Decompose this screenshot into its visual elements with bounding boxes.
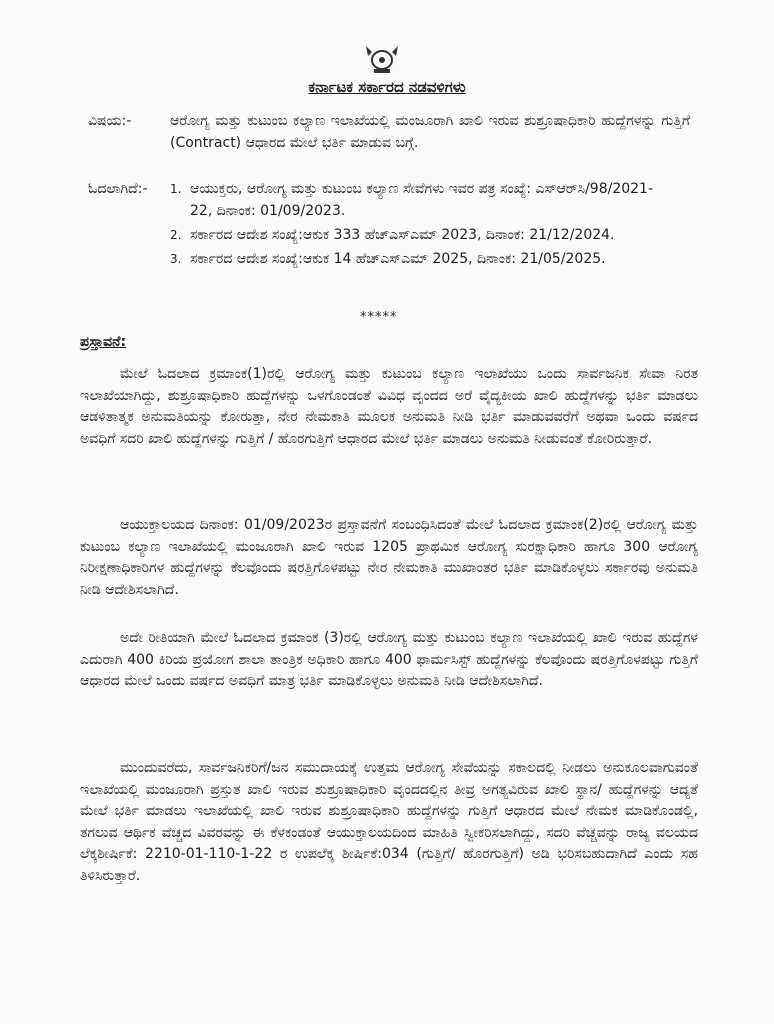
- reference-text: ಸರ್ಕಾರದ ಆದೇಶ ಸಂಖ್ಯೆ:ಆಕುಕ 333 ಹೆಚ್‌ಎಸ್‌ಎಮ್ 2023, ದಿನಾಂಕ: 21/12/2024.: [190, 227, 615, 243]
- reference-number: 2.: [170, 228, 182, 242]
- reference-item: [170, 224, 670, 246]
- reference-item: [170, 178, 670, 222]
- karnataka-emblem-icon: [358, 42, 406, 78]
- references-list: [170, 178, 670, 272]
- page-title: ಕರ್ನಾಟಕ ಸರ್ಕಾರದ ನಡವಳಿಗಳು: [308, 78, 466, 96]
- reference-text: ಆಯುಕ್ತರು, ಆರೋಗ್ಯ ಮತ್ತು ಕುಟುಂಬ ಕಲ್ಯಾಣ ಸೇವೆಗಳು ಇವರ ಪತ್ರ ಸಂಖ್ಯೆ: ಎಸ್‌ಆರ್‌ಸಿ/98/2021-22, ದಿನಾಂಕ: 01/09/2023.: [190, 181, 654, 219]
- preamble-paragraph: ಮೇಲೆ ಓದಲಾದ ಕ್ರಮಾಂಕ(1)ರಲ್ಲಿ ಆರೋಗ್ಯ ಮತ್ತು ಕುಟುಂಬ ಕಲ್ಯಾಣ ಇಲಾಖೆಯು ಒಂದು ಸಾರ್ವಜನಿಕ ಸೇವಾ ನಿರತ ಇಲಾಖೆಯಾಗಿದ್ದು, ಶುಶ್ರೂಷಾಧಿಕಾರಿ ಹುದ್ದೆಗಳನ್ನು ಒಳಗೊಂಡಂತೆ ವಿವಿಧ ವೃಂದದ ಅರೆ ವೈದ್ಯಕೀಯ ಖಾಲಿ ಹುದ್ದೆಗಳನ್ನು ಭರ್ತಿ ಮಾಡಲು ಆಡಳಿತಾತ್ಮಕ ಅನುಮತಿಯನ್ನು ಕೋರುತ್ತಾ, ನೇರ ನೇಮಕಾತಿ ಮೂಲಕ ಅನುಮತಿ ನೀಡಿ ಭರ್ತಿ ಮಾಡುವವರೆಗೆ ಅಥವಾ ಒಂದು ವರ್ಷದ ಅವಧಿಗೆ ಸದರಿ ಖಾಲಿ ಹುದ್ದೆಗಳನ್ನು ಗುತ್ತಿಗೆ / ಹೊರಗುತ್ತಿಗೆ ಆಧಾರದ ಮೇಲೆ ಭರ್ತಿ ಮಾಡಲು ಅನುಮತಿ ನೀಡುವಂತೆ ಕೋರಿರುತ್ತಾರೆ.: [80, 366, 698, 447]
- reference-item: [170, 248, 670, 270]
- reference-number: 3.: [170, 252, 182, 266]
- preamble-paragraph: ಆಯುಕ್ತಾಲಯದ ದಿನಾಂಕ: 01/09/2023ರ ಪ್ರಸ್ತಾವನೆಗೆ ಸಂಬಂಧಿಸಿದಂತೆ ಮೇಲೆ ಓದಲಾದ ಕ್ರಮಾಂಕ(2)ರಲ್ಲಿ ಆರೋಗ್ಯ ಮತ್ತು ಕುಟುಂಬ ಕಲ್ಯಾಣ ಇಲಾಖೆಯಲ್ಲಿ ಮಂಜೂರಾಗಿ ಖಾಲಿ ಇರುವ 1205 ಪ್ರಾಥಮಿಕ ಆರೋಗ್ಯ ಸುರಕ್ಷಾಧಿಕಾರಿ ಹಾಗೂ 300 ಆರೋಗ್ಯ ನಿರೀಕ್ಷಣಾಧಿಕಾರಿಗಳ ಹುದ್ದೆಗಳನ್ನು ಕೆಲವೊಂದು ಷರತ್ತಿಗೊಳಪಟ್ಟು ನೇರ ನೇಮಕಾತಿ ಮುಖಾಂತರ ಭರ್ತಿ ಮಾಡಿಕೊಳ್ಳಲು ಸರ್ಕಾರವು ಅನುಮತಿ ನೀಡಿ ಆದೇಶಿಸಲಾಗಿದೆ.: [80, 517, 698, 598]
- subject-text: ಆರೋಗ್ಯ ಮತ್ತು ಕುಟುಂಬ ಕಲ್ಯಾಣ ಇಲಾಖೆಯಲ್ಲಿ ಮಂಜೂರಾಗಿ ಖಾಲಿ ಇರುವ ಶುಶ್ರೂಷಾಧಿಕಾರಿ ಹುದ್ದೆಗಳನ್ನು ಗುತ್ತಿಗೆ (Contract) ಆಧಾರದ ಮೇಲೆ ಭರ್ತಿ ಮಾಡುವ ಬಗ್ಗೆ.: [170, 113, 690, 151]
- preamble-paragraph: ಮುಂದುವರೆದು, ಸಾರ್ವಜನಿಕರಿಗೆ/ಜನ ಸಮುದಾಯಕ್ಕೆ ಉತ್ತಮ ಆರೋಗ್ಯ ಸೇವೆಯನ್ನು ಸಕಾಲದಲ್ಲಿ ನೀಡಲು ಅನುಕೂಲವಾಗುವಂತೆ ಇಲಾಖೆಯಲ್ಲಿ ಮಂಜೂರಾಗಿ ಪ್ರಸ್ತುತ ಖಾಲಿ ಇರುವ ಶುಶ್ರೂಷಾಧಿಕಾರಿ ವೃಂದದಲ್ಲಿನ ತೀವ್ರ ಅಗತ್ಯವಿರುವ ಖಾಲಿ ಸ್ಥಾನ/ ಹುದ್ದೆಗಳನ್ನು ಆದ್ಯತೆ ಮೇಲೆ ಭರ್ತಿ ಮಾಡಲು ಇಲಾಖೆಯಲ್ಲಿ ಖಾಲಿ ಇರುವ ಶುಶ್ರೂಷಾಧಿಕಾರಿ ಹುದ್ದೆಗಳನ್ನು ಗುತ್ತಿಗೆ ಆಧಾರದ ಮೇಲೆ ನೇಮಕ ಮಾಡಿಕೊಂಡಲ್ಲಿ, ತಗಲುವ ಆರ್ಥಿಕ ವೆಚ್ಚದ ವಿವರವನ್ನು ಈ ಕೆಳಕಂಡಂತೆ ಆಯುಕ್ತಾಲಯದಿಂದ ಮಾಹಿತಿ ಸ್ವೀಕರಿಸಲಾಗಿದ್ದು, ಸದರಿ ವೆಚ್ಚವನ್ನು ರಾಜ್ಯ ವಲಯದ ಲೆಕ್ಕಶೀರ್ಷಿಕೆ: 2210-01-110-1-22 ರ ಉಪಲೆಕ್ಕ ಶೀರ್ಷಿಕೆ:034 (ಗುತ್ತಿಗೆ/ ಹೊರಗುತ್ತಿಗೆ) ಅಡಿ ಭರಿಸಬಹುದಾಗಿದೆ ಎಂದು ಸಹ ತಿಳಿಸಿರುತ್ತಾರೆ.: [80, 760, 698, 884]
- preamble-heading: ಪ್ರಸ್ತಾವನೆ:: [80, 334, 127, 350]
- references-label: ಓದಲಾಗಿದೆ:-: [88, 181, 148, 197]
- preamble-paragraph: ಅದೇ ರೀತಿಯಾಗಿ ಮೇಲೆ ಓದಲಾದ ಕ್ರಮಾಂಕ (3)ರಲ್ಲಿ ಆರೋಗ್ಯ ಮತ್ತು ಕುಟುಂಬ ಕಲ್ಯಾಣ ಇಲಾಖೆಯಲ್ಲಿ ಖಾಲಿ ಇರುವ ಹುದ್ದೆಗಳ ಎದುರಾಗಿ 400 ಕಿರಿಯ ಪ್ರಯೋಗ ಶಾಲಾ ತಾಂತ್ರಿಕ ಅಧಿಕಾರಿ ಹಾಗೂ 400 ಫಾರ್ಮಸಿಸ್ಟ್ ಹುದ್ದೆಗಳನ್ನು ಕೆಲವೊಂದು ಷರತ್ತಿಗೊಳಪಟ್ಟು ಗುತ್ತಿಗೆ ಆಧಾರದ ಮೇಲೆ ಒಂದು ವರ್ಷದ ಅವಧಿಗೆ ಮಾತ್ರ ಭರ್ತಿ ಮಾಡಿಕೊಳ್ಳಲು ಅನುಮತಿ ನೀಡಿ ಆದೇಶಿಸಲಾಗಿದೆ.: [80, 630, 698, 689]
- subject-label: ವಿಷಯ:-: [88, 113, 132, 129]
- reference-text: ಸರ್ಕಾರದ ಆದೇಶ ಸಂಖ್ಯೆ:ಆಕುಕ 14 ಹೆಚ್‌ಎಸ್‌ಎಮ್ 2025, ದಿನಾಂಕ: 21/05/2025.: [190, 251, 606, 267]
- reference-number: 1.: [170, 182, 182, 196]
- section-separator: *****: [360, 310, 398, 325]
